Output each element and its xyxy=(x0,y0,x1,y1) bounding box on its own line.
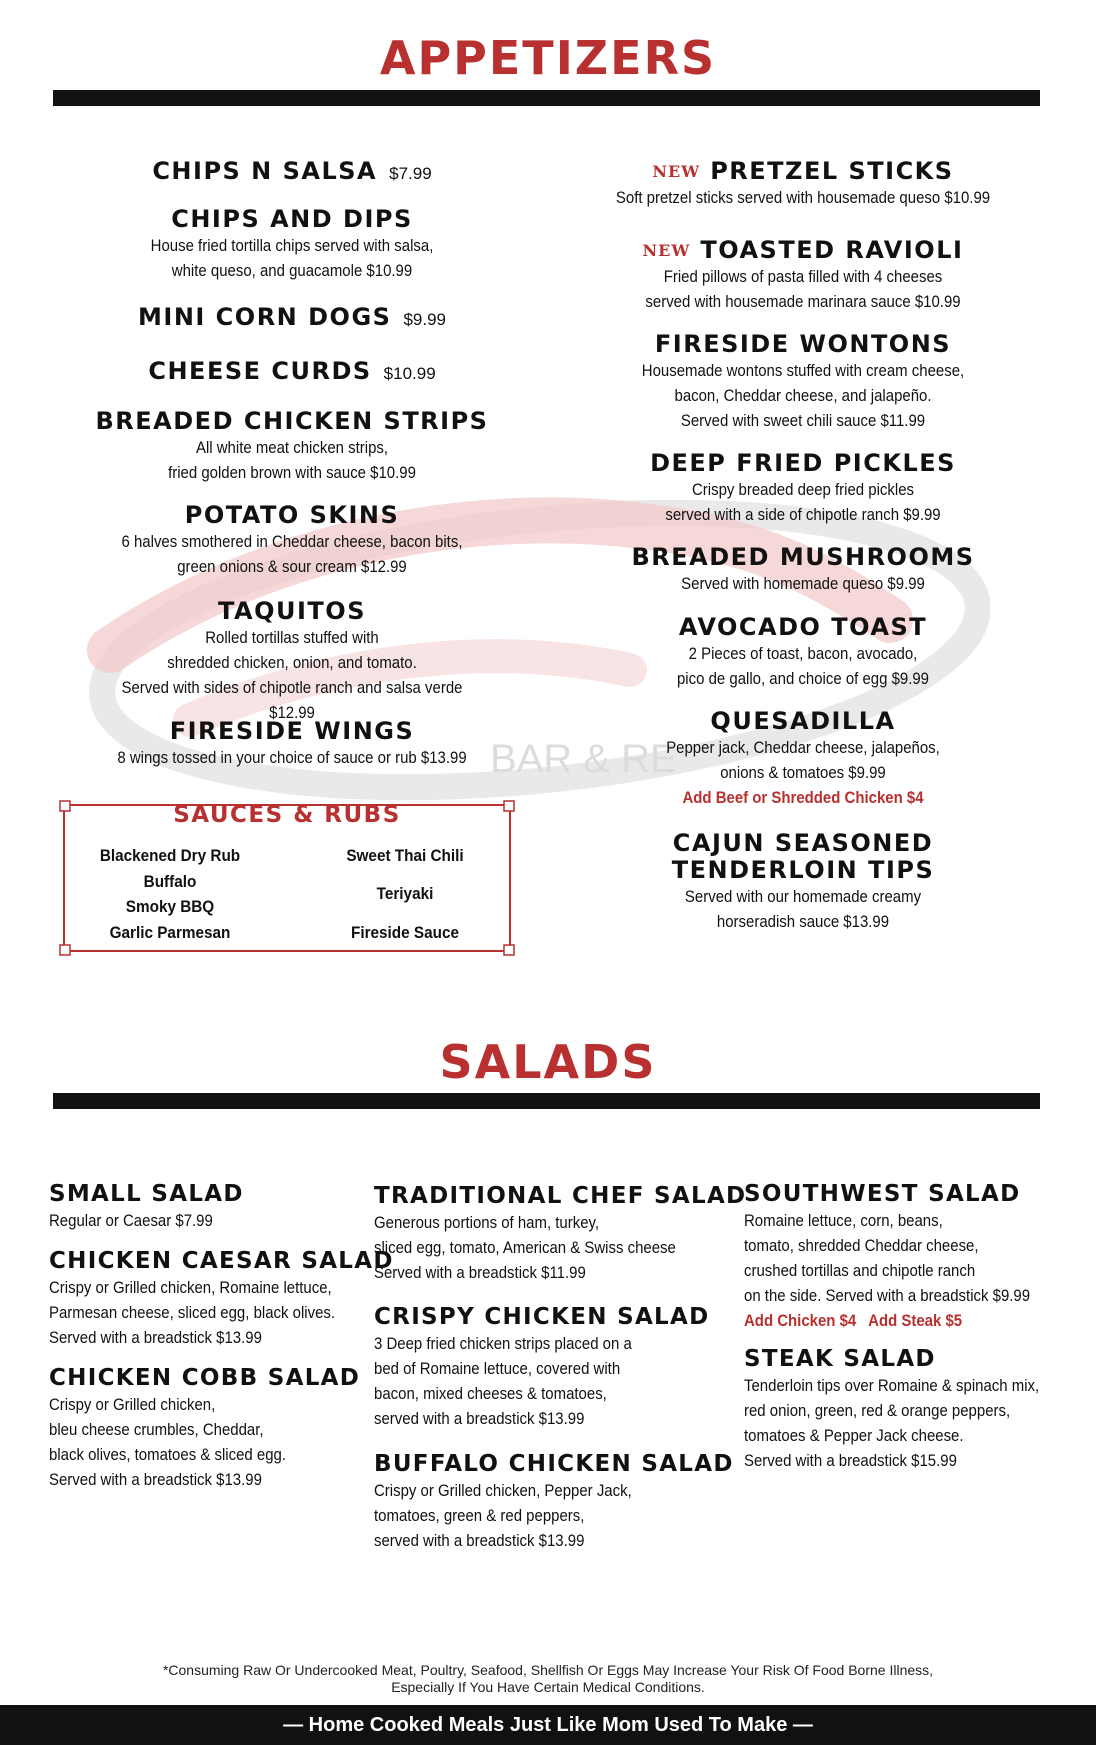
item-name: AVOCADO TOAST xyxy=(678,613,928,641)
item-name: POTATO SKINS xyxy=(184,501,400,529)
menu-item xyxy=(49,1248,394,1350)
menu-item xyxy=(70,408,514,485)
menu-item xyxy=(70,206,514,283)
item-name: CHIPS N SALSA xyxy=(152,157,378,185)
item-name: CHIPS AND DIPS xyxy=(171,205,413,233)
item-desc: green onions & sour cream $12.99 xyxy=(177,557,407,576)
menu-item xyxy=(578,450,1028,527)
item-desc: 2 Pieces of toast, bacon, avocado, xyxy=(688,644,918,663)
item-desc: Pepper jack, Cheddar cheese, jalapeños, xyxy=(666,738,940,757)
item-desc: pico de gallo, and choice of egg $9.99 xyxy=(676,669,930,688)
item-desc: Housemade wontons stuffed with cream cheese, xyxy=(641,361,965,380)
item-desc: 3 Deep fried chicken strips placed on a xyxy=(374,1334,632,1353)
menu-item xyxy=(578,544,1028,596)
item-desc: bed of Romaine lettuce, covered with xyxy=(374,1359,621,1378)
item-desc: Soft pretzel sticks served with housemade queso $10.99 xyxy=(615,188,991,207)
menu-item xyxy=(578,158,1028,210)
item-addon: Add Chicken $4 Add Steak $5 xyxy=(744,1311,963,1330)
item-desc: Crispy or Grilled chicken, Pepper Jack, xyxy=(374,1481,632,1500)
sauce-item: Buffalo xyxy=(143,872,197,891)
menu-item xyxy=(70,304,514,333)
item-desc: Crispy breaded deep fried pickles xyxy=(691,480,915,499)
item-desc: Served with sides of chipotle ranch and salsa verde $12.99 xyxy=(121,678,463,722)
menu-item xyxy=(374,1304,710,1431)
watermark-text: BAR & RE xyxy=(490,737,677,781)
item-desc: served with a breadstick $13.99 xyxy=(374,1531,585,1550)
item-desc: Fried pillows of pasta filled with 4 cheeses xyxy=(663,267,943,286)
item-name: CHICKEN COBB SALAD xyxy=(49,1365,361,1391)
item-desc: Served with a breadstick $11.99 xyxy=(374,1263,586,1282)
item-desc: tomato, shredded Cheddar cheese, xyxy=(744,1236,979,1255)
sauces-title: SAUCES & RUBS xyxy=(173,802,401,828)
sauce-item: Garlic Parmesan xyxy=(109,923,231,942)
menu-item xyxy=(374,1451,734,1553)
item-name: BREADED MUSHROOMS xyxy=(631,543,975,571)
item-addon: Add Beef or Shredded Chicken $4 xyxy=(682,788,924,807)
item-name: CRISPY CHICKEN SALAD xyxy=(374,1304,710,1330)
item-name: STEAK SALAD xyxy=(744,1346,936,1372)
item-name: FIRESIDE WINGS xyxy=(169,717,415,745)
item-name: CHICKEN CAESAR SALAD xyxy=(49,1248,394,1274)
item-desc: crushed tortillas and chipotle ranch xyxy=(744,1261,976,1280)
item-name: SMALL SALAD xyxy=(49,1181,244,1207)
item-name: SOUTHWEST SALAD xyxy=(744,1181,1021,1207)
menu-item xyxy=(744,1181,1069,1333)
item-desc: fried golden brown with sauce $10.99 xyxy=(168,463,416,482)
item-price: $10.99 xyxy=(383,364,436,383)
menu-item xyxy=(578,237,1028,314)
item-desc: Crispy or Grilled chicken, Romaine lettuce, xyxy=(49,1278,332,1297)
sauce-item: Teriyaki xyxy=(376,884,434,903)
item-price: $9.99 xyxy=(403,310,446,329)
salads-title: SALADS xyxy=(439,1035,657,1089)
new-badge: NEW xyxy=(642,241,691,260)
item-desc: Served with a breadstick $15.99 xyxy=(744,1451,957,1470)
item-name: TRADITIONAL CHEF SALAD xyxy=(374,1183,747,1209)
disclaimer-line: Especially If You Have Certain Medical Conditions. xyxy=(391,1679,705,1695)
item-desc: horseradish sauce $13.99 xyxy=(716,912,890,931)
menu-item xyxy=(70,158,514,187)
item-desc: 6 halves smothered in Cheddar cheese, bacon bits, xyxy=(121,532,463,551)
item-name: DEEP FRIED PICKLES xyxy=(650,449,956,477)
item-desc: tomatoes & Pepper Jack cheese. xyxy=(744,1426,964,1445)
menu-item xyxy=(70,718,514,770)
item-desc: sliced egg, tomato, American & Swiss cheese xyxy=(374,1238,676,1257)
item-name-line2: TENDERLOIN TIPS xyxy=(671,856,935,884)
item-desc: Served with sweet chili sauce $11.99 xyxy=(680,411,926,430)
menu-item xyxy=(578,708,1028,810)
new-badge: NEW xyxy=(652,162,701,181)
item-desc: on the side. Served with a breadstick $9.99 xyxy=(744,1286,1031,1305)
item-desc: red onion, green, red & orange peppers, xyxy=(744,1401,1011,1420)
item-desc: Served with homemade queso $9.99 xyxy=(681,574,925,593)
item-name: BUFFALO CHICKEN SALAD xyxy=(374,1451,734,1477)
item-desc: bleu cheese crumbles, Cheddar, xyxy=(49,1420,264,1439)
item-desc: served with a side of chipotle ranch $9.99 xyxy=(665,505,941,524)
item-desc: onions & tomatoes $9.99 xyxy=(720,763,886,782)
menu-item xyxy=(49,1181,244,1233)
item-desc: white queso, and guacamole $10.99 xyxy=(171,261,413,280)
item-name: QUESADILLA xyxy=(710,707,896,735)
item-desc: Served with a breadstick $13.99 xyxy=(49,1328,262,1347)
salads-rule xyxy=(53,1093,1040,1109)
item-desc: All white meat chicken strips, xyxy=(195,438,389,457)
item-desc: bacon, Cheddar cheese, and jalapeño. xyxy=(674,386,932,405)
item-desc: bacon, mixed cheeses & tomatoes, xyxy=(374,1384,607,1403)
item-name: CAJUN SEASONED xyxy=(672,829,934,857)
sauce-item: Sweet Thai Chili xyxy=(346,846,464,865)
item-price: $7.99 xyxy=(389,164,432,183)
menu-item xyxy=(374,1183,746,1285)
menu-item xyxy=(744,1346,1079,1473)
menu-item xyxy=(578,830,1028,934)
menu-item xyxy=(70,358,514,387)
item-desc: shredded chicken, onion, and tomato. xyxy=(167,653,417,672)
item-desc: Parmesan cheese, sliced egg, black olives. xyxy=(49,1303,336,1322)
item-desc: served with housemade marinara sauce $10.99 xyxy=(645,292,961,311)
footer-tagline: — Home Cooked Meals Just Like Mom Used To Make — xyxy=(0,1705,1096,1745)
disclaimer-line: *Consuming Raw Or Undercooked Meat, Poultry, Seafood, Shellfish Or Eggs May Increase Your Risk Of Food Borne Illness, xyxy=(162,1662,934,1678)
item-name: BREADED CHICKEN STRIPS xyxy=(95,407,489,435)
menu-item xyxy=(578,331,1028,433)
appetizers-title: APPETIZERS xyxy=(379,31,717,85)
menu-item xyxy=(70,598,514,725)
item-name: CHEESE CURDS xyxy=(148,357,372,385)
item-desc: Rolled tortillas stuffed with xyxy=(205,628,379,647)
item-desc: Served with our homemade creamy xyxy=(684,887,922,906)
item-desc: Generous portions of ham, turkey, xyxy=(374,1213,600,1232)
item-desc: Tenderloin tips over Romaine & spinach mix, xyxy=(744,1376,1040,1395)
item-desc: served with a breadstick $13.99 xyxy=(374,1409,585,1428)
disclaimer xyxy=(0,1662,1096,1696)
item-name: PRETZEL STICKS xyxy=(710,157,954,185)
item-name: TOASTED RAVIOLI xyxy=(700,236,964,264)
item-desc: tomatoes, green & red peppers, xyxy=(374,1506,585,1525)
menu-item xyxy=(70,502,514,579)
appetizers-rule xyxy=(53,90,1040,106)
item-desc: Crispy or Grilled chicken, xyxy=(49,1395,216,1414)
item-desc: Romaine lettuce, corn, beans, xyxy=(744,1211,943,1230)
item-name: TAQUITOS xyxy=(218,597,366,625)
sauce-item: Blackened Dry Rub xyxy=(99,846,241,865)
item-name: MINI CORN DOGS xyxy=(138,303,392,331)
item-desc: Served with a breadstick $13.99 xyxy=(49,1470,262,1489)
sauce-item: Fireside Sauce xyxy=(350,923,459,942)
item-desc: 8 wings tossed in your choice of sauce or rub $13.99 xyxy=(117,748,467,767)
item-desc: black olives, tomatoes & sliced egg. xyxy=(49,1445,286,1464)
menu-item xyxy=(578,614,1028,691)
item-desc: House fried tortilla chips served with salsa, xyxy=(150,236,434,255)
item-desc: Regular or Caesar $7.99 xyxy=(49,1211,213,1230)
item-name: FIRESIDE WONTONS xyxy=(654,330,952,358)
menu-item xyxy=(49,1365,360,1492)
sauce-item: Smoky BBQ xyxy=(125,897,215,916)
